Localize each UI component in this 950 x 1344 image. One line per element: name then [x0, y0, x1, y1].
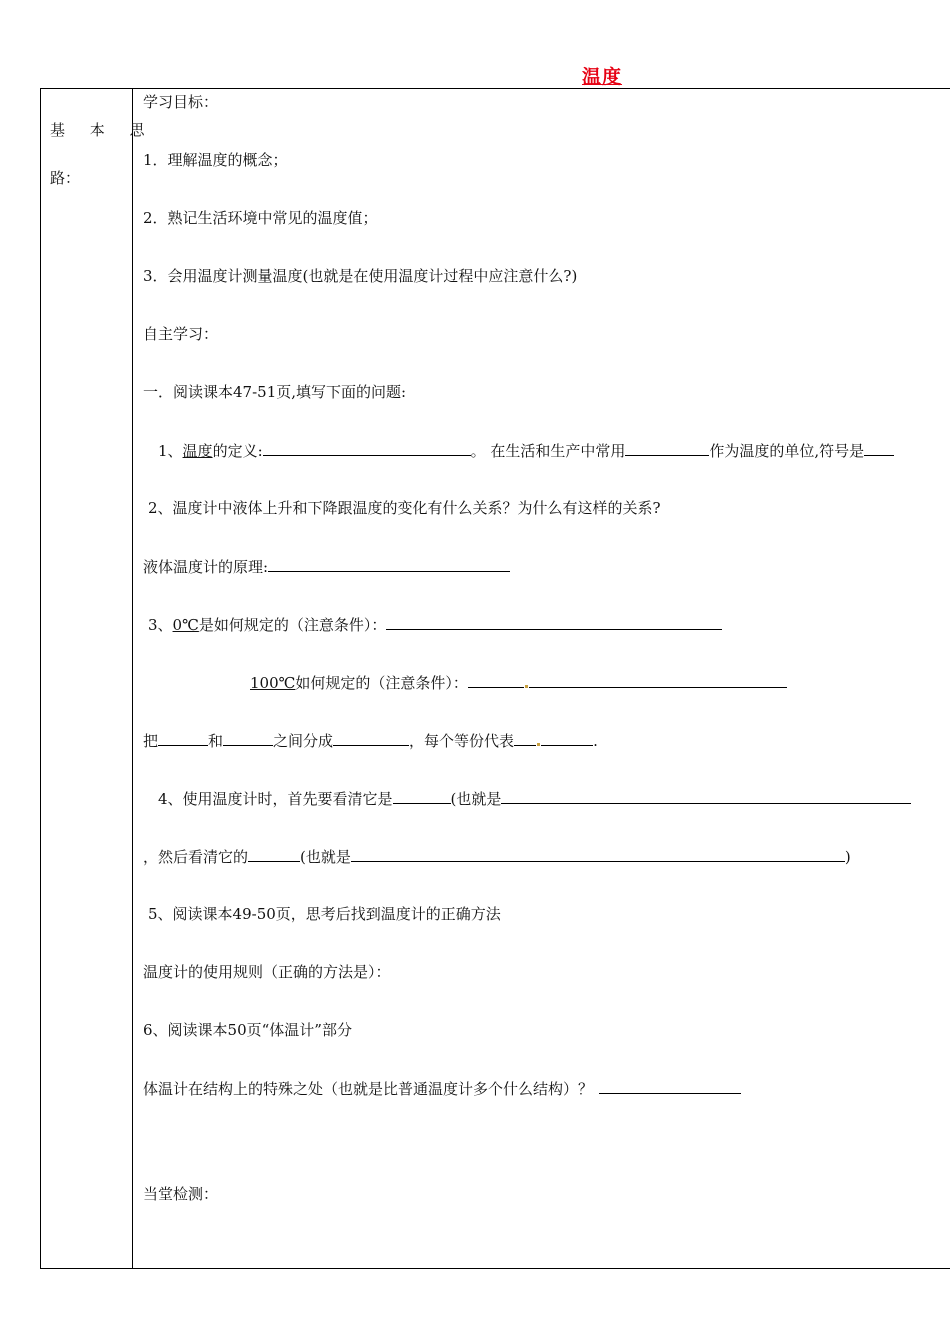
question-3-text: 是如何规定的（注意条件）：: [198, 616, 387, 634]
side-label-line2: 路：: [50, 169, 81, 187]
question-6b: [143, 1078, 741, 1099]
question-4-text-b: (也就是: [450, 790, 502, 808]
question-3c-text-c: 之间分成: [273, 732, 334, 750]
objective-item-1: 1．理解温度的概念；: [143, 151, 288, 169]
objective-item-3: 3．会用温度计测量温度(也就是在使用温度计过程中应注意什么?): [143, 267, 578, 285]
self-study-intro: 一．阅读课本47-51页,填写下面的问题:: [143, 383, 407, 401]
question-3b: [250, 672, 787, 693]
question-1-text-c: 作为温度的单位,符号是: [709, 442, 865, 460]
question-2b: [143, 556, 510, 577]
blank-division-count[interactable]: [333, 730, 409, 746]
question-3c-text-d: ，每个等份代表: [409, 732, 515, 750]
question-1-text-b: 。 在生活和生产中常用: [470, 442, 626, 460]
blank-clinical-thermometer-structure[interactable]: [599, 1078, 741, 1094]
question-3c-text-a: 把: [143, 732, 159, 750]
question-4b: [143, 846, 851, 867]
blank-unit-symbol[interactable]: [864, 440, 894, 456]
blank-division-value-b[interactable]: [541, 730, 593, 746]
blank-hundred-degree-a[interactable]: [468, 672, 524, 688]
mark-dot: [525, 685, 528, 688]
table-column-divider: [132, 88, 133, 1269]
check-heading: 当堂检测：: [143, 1185, 219, 1203]
blank-division-start[interactable]: [158, 730, 208, 746]
blank-division-value-detail[interactable]: [351, 846, 845, 862]
table-border-bottom: [40, 1268, 950, 1269]
blank-division-end[interactable]: [223, 730, 273, 746]
objectives-heading: 学习目标：: [143, 93, 219, 111]
question-2b-text: 液体温度计的原理:: [143, 558, 269, 576]
question-3-term: 0℃: [172, 616, 199, 634]
side-label: [50, 106, 155, 202]
question-4b-text-c: ): [844, 848, 851, 866]
self-study-heading: 自主学习：: [143, 325, 219, 343]
blank-temperature-unit[interactable]: [625, 440, 709, 456]
question-3b-text: 如何规定的（注意条件）：: [295, 674, 468, 692]
question-4b-text-a: ，然后看清它的: [143, 848, 249, 866]
objective-item-2: 2．熟记生活环境中常见的温度值；: [143, 209, 378, 227]
blank-thermometer-principle[interactable]: [268, 556, 510, 572]
blank-division-value-a[interactable]: [514, 730, 536, 746]
page-title: 温度: [582, 66, 623, 88]
question-4-text-a: 4、使用温度计时，首先要看清它是: [158, 790, 393, 808]
table-border-top: [40, 88, 950, 89]
question-4: [158, 788, 911, 809]
question-1-term: 温度: [182, 442, 213, 460]
question-5: 5、阅读课本49-50页，思考后找到温度计的正确方法: [148, 905, 501, 923]
question-3: [148, 614, 722, 635]
question-6: 6、阅读课本50页“体温计”部分: [143, 1021, 352, 1039]
blank-zero-degree-definition[interactable]: [386, 614, 722, 630]
question-1-num: 1、: [158, 442, 183, 460]
blank-hundred-degree-b[interactable]: [529, 672, 787, 688]
question-3b-term: 100℃: [250, 674, 296, 692]
question-1-text-a: 的定义:: [212, 442, 263, 460]
mark-dot: [537, 743, 540, 746]
question-5b: 温度计的使用规则（正确的方法是）：: [143, 963, 391, 981]
question-3c-text-b: 和: [208, 732, 224, 750]
blank-temperature-definition[interactable]: [263, 440, 471, 456]
question-2: 2、温度计中液体上升和下降跟温度的变化有什么关系？为什么有这样的关系?: [148, 499, 661, 517]
blank-measuring-range[interactable]: [393, 788, 451, 804]
question-3-num: 3、: [148, 616, 173, 634]
blank-measuring-range-detail[interactable]: [501, 788, 911, 804]
question-1: [158, 440, 894, 461]
blank-division-value[interactable]: [248, 846, 300, 862]
question-4b-text-b: (也就是: [300, 848, 351, 866]
question-3c-text-e: .: [593, 732, 598, 750]
question-3c: [143, 730, 598, 751]
question-6b-text: 体温计在结构上的特殊之处（也就是比普通温度计多个什么结构）？: [143, 1080, 594, 1098]
side-label-line1: 基 本 思: [50, 121, 155, 139]
table-border-left: [40, 88, 41, 1269]
